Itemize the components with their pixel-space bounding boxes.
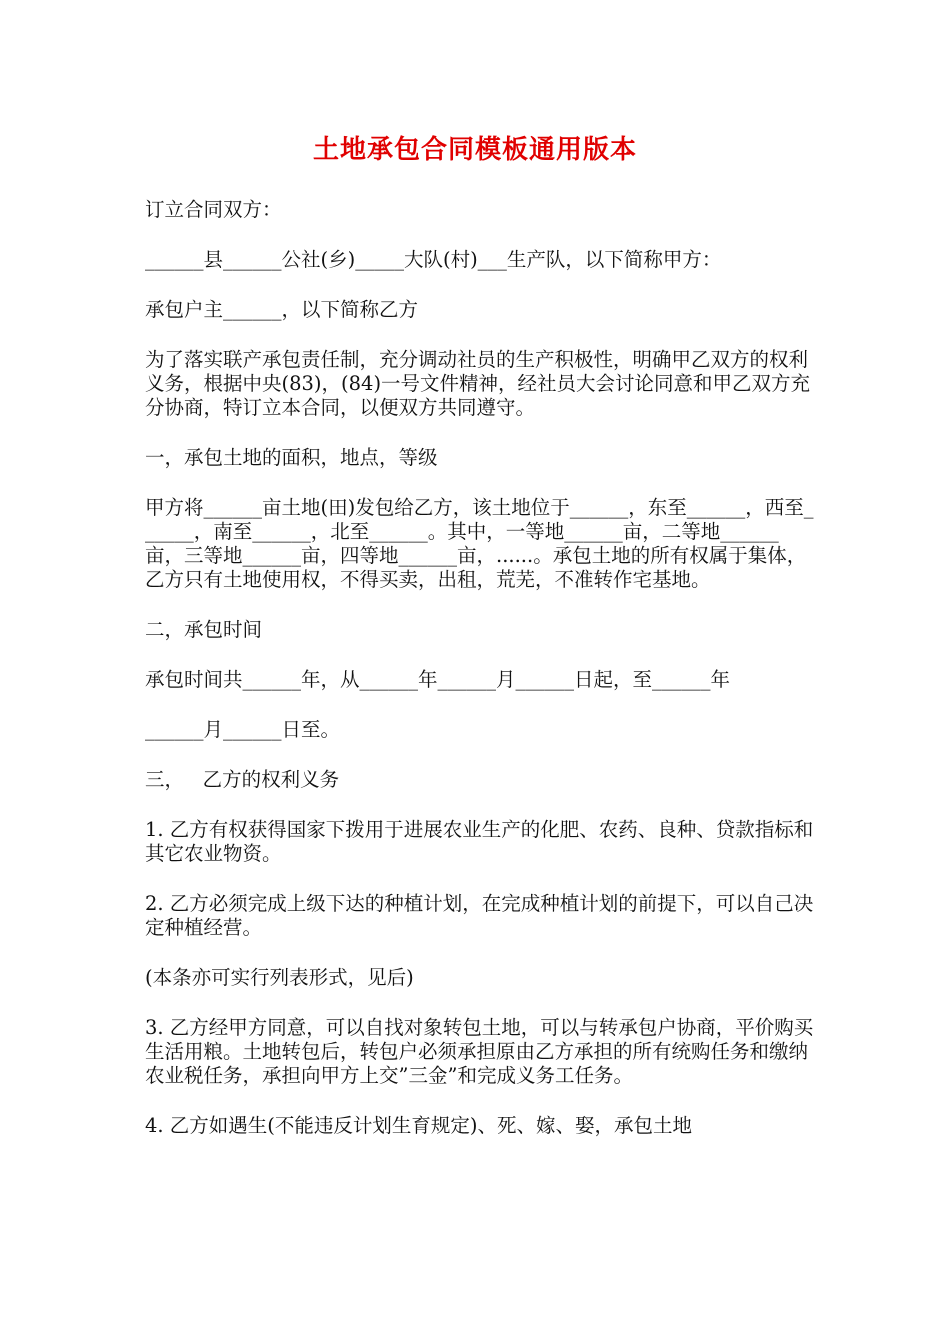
paragraph-party-b: 承包户主______，以下简称乙方 <box>145 298 419 321</box>
section-heading-rights: 三， 乙方的权利义务 <box>145 768 340 791</box>
paragraph-note: (本条亦可实行列表形式，见后) <box>145 966 414 989</box>
paragraph-term-start: 承包时间共______年，从______年______月______日起，至______年 <box>145 668 731 691</box>
section-heading-land: 一，承包土地的面积，地点，等级 <box>145 446 438 469</box>
list-item-rights-2: 2. 乙方必须完成上级下达的种植计划，在完成种植计划的前提下，可以自己决定种植经营。 <box>145 892 814 939</box>
list-item-rights-4: 4. 乙方如遇生(不能违反计划生育规定)、死、嫁、娶，承包土地 <box>145 1114 693 1137</box>
list-item-rights-1: 1. 乙方有权获得国家下拨用于进展农业生产的化肥、农药、良种、贷款指标和其它农业物资。 <box>145 818 814 865</box>
paragraph-land-details: 甲方将______亩土地(田)发包给乙方，该土地位于______，东至______，西至______，南至______，北至______。其中，一等地______亩，二等地______亩，三等地______亩，四等地______亩，......。承包土地的所有权属于集体，乙方只有土地使用权，不得买卖，出租，荒芜，不准转作宅基地。 <box>145 496 814 591</box>
document-title: 土地承包合同模板通用版本 <box>312 135 637 165</box>
section-heading-term: 二，承包时间 <box>145 618 263 641</box>
paragraph-preamble: 为了落实联产承包责任制，充分调动社员的生产积极性，明确甲乙双方的权利义务，根据中央(83)，(84)一号文件精神，经社员大会讨论同意和甲乙双方充分协商，特订立本合同，以便双方共同遵守。 <box>145 348 811 419</box>
list-item-rights-3: 3. 乙方经甲方同意，可以自找对象转包土地，可以与转承包户协商，平价购买生活用粮。土地转包后，转包户必须承担原由乙方承担的所有统购任务和缴纳农业税任务，承担向甲方上交”三金”和完成义务工任务。 <box>145 1016 814 1087</box>
paragraph-parties: 订立合同双方： <box>145 198 282 221</box>
paragraph-party-a: ______县______公社(乡)_____大队(村)___生产队，以下简称甲方： <box>145 248 722 271</box>
paragraph-term-end: ______月______日至。 <box>145 718 341 741</box>
document-body <box>145 198 815 1164</box>
